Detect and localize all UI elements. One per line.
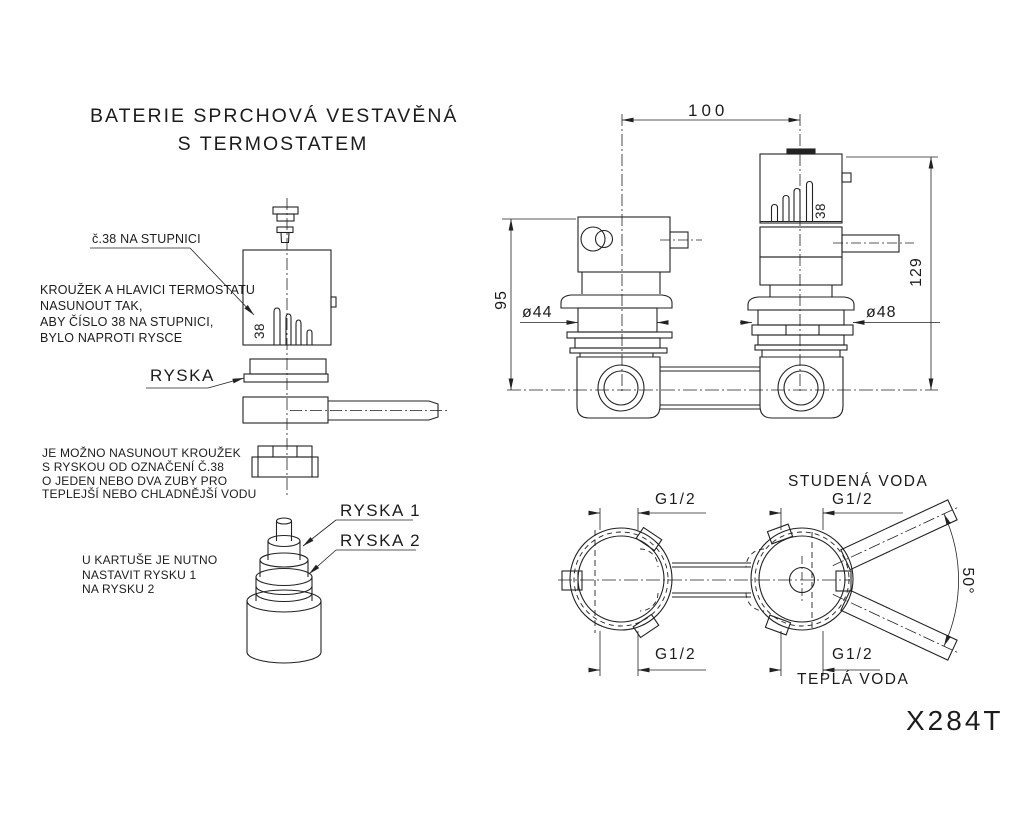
note-mounting <box>40 282 255 346</box>
scale-38-exploded-label: 38 <box>252 322 267 340</box>
right-port-circle <box>746 524 853 635</box>
note-cartridge-line3: NA RYSKU 2 <box>82 582 155 596</box>
slotted-nut <box>252 446 318 477</box>
left-valve-body <box>561 217 688 418</box>
front-view-drawing <box>502 114 940 418</box>
scale-bar <box>783 196 789 222</box>
drawing-title <box>90 102 459 158</box>
scale-bar <box>794 189 800 222</box>
thread-bottom-left-label: G1/2 <box>655 646 697 663</box>
right-valve-body <box>748 149 899 418</box>
note-offset-line1: JE MOŽNO NASUNOUT KROUŽEK <box>42 446 241 460</box>
dim-arc-50deg <box>944 514 959 646</box>
screw-cap <box>273 207 298 221</box>
callout-scale-label: č.38 NA STUPNICI <box>92 232 201 246</box>
scale-bar <box>807 182 813 222</box>
cartridge <box>247 518 321 663</box>
ryska1-label: RYSKA 1 <box>340 501 422 520</box>
ryska-ring <box>244 359 328 382</box>
ryska2-label: RYSKA 2 <box>340 531 422 550</box>
thread-top-right-label: G1/2 <box>832 491 874 508</box>
note-cartridge <box>82 553 217 597</box>
note-offset <box>42 447 257 502</box>
scale-bar <box>307 330 312 345</box>
note-offset-line3: O JEDEN NEBO DVA ZUBY PRO <box>42 473 228 488</box>
left-port-circle <box>562 527 672 637</box>
note-offset-line4: TEPLEJŠÍ NEBO CHLADNĚJŠÍ VODU <box>42 487 257 502</box>
thread-bottom-right-label: G1/2 <box>832 646 874 663</box>
dim-95-label: 95 <box>493 290 510 310</box>
note-cartridge-line1: U KARTUŠE JE NUTNO <box>82 553 218 567</box>
scale-bar <box>296 320 301 345</box>
cold-water-label: STUDENÁ VODA <box>788 473 929 490</box>
scale-38-front-label: 38 <box>813 202 828 220</box>
dim-129-label: 129 <box>908 257 925 287</box>
screw <box>277 227 293 243</box>
scale-bar <box>274 308 280 345</box>
connecting-bar <box>660 367 760 409</box>
model-number: X284T <box>906 705 1004 736</box>
note-mounting-line2: NASUNOUT TAK, <box>40 299 143 313</box>
dim-50deg-label: 50° <box>959 567 976 595</box>
dim-g12-top-right <box>771 508 903 530</box>
hot-water-label: TEPLÁ VODA <box>797 671 910 688</box>
handle <box>243 397 447 423</box>
drawing-title-line2: S TERMOSTATEM <box>177 133 369 155</box>
note-offset-line2: S RYSKOU OD OZNAČENÍ Č.38 <box>42 459 225 474</box>
thread-top-left-label: G1/2 <box>655 491 697 508</box>
note-mounting-line3: ABY ČÍSLO 38 NA STUPNICI, <box>40 315 214 329</box>
drawing-title-line1: BATERIE SPRCHOVÁ VESTAVĚNÁ <box>90 105 459 127</box>
note-mounting-line1: KROUŽEK A HLAVICI TERMOSTATU <box>40 283 256 297</box>
dim-100-label: 100 <box>688 101 729 120</box>
dim-dia44-label: ø44 <box>522 304 553 321</box>
dim-dia48-label: ø48 <box>866 304 897 321</box>
top-view-drawing <box>558 496 964 676</box>
note-cartridge-line2: NASTAVIT RYSKU 1 <box>82 567 197 582</box>
ryska-label: RYSKA <box>150 366 215 385</box>
dim-g12-top-left <box>590 508 706 530</box>
ryska2-leader <box>309 550 416 574</box>
note-mounting-line4: BYLO NAPROTI RYSCE <box>40 331 183 345</box>
scale-bar <box>772 205 778 222</box>
